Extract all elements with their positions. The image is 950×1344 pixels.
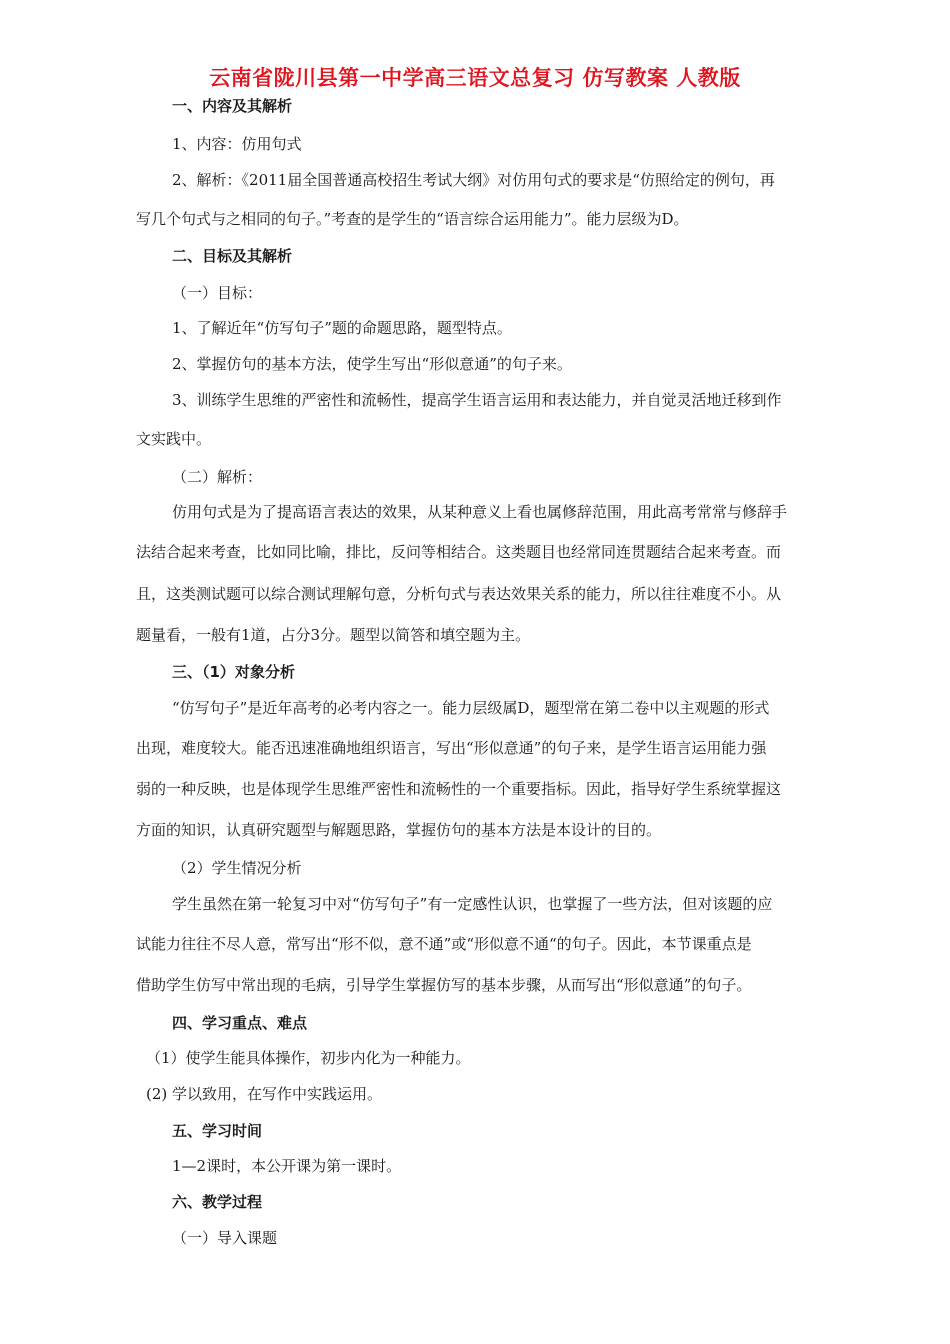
sub-heading: （二）解析： [172, 468, 263, 486]
paragraph-line: 出现，难度较大。能否迅速准确地组织语言，写出“形似意通”的句子来，是学生语言运用能力强 [136, 739, 767, 757]
paragraph-line: “仿写句子”是近年高考的必考内容之一。能力层级属D，题型常在第二卷中以主观题的形式 [172, 699, 770, 717]
paragraph-line: 文实践中。 [136, 430, 212, 448]
sub-heading: （一）导入课题 [172, 1229, 278, 1247]
paragraph-line: 借助学生仿写中常出现的毛病，引导学生掌握仿写的基本步骤，从而写出“形似意通”的句子。 [136, 976, 752, 994]
list-item: （1）使学生能具体操作，初步内化为一种能力。 [146, 1049, 471, 1067]
paragraph-line: 2、解析：《2011届全国普通高校招生考试大纲》对仿用句式的要求是“仿照给定的例句，再 [172, 171, 775, 189]
section-heading-5: 五、学习时间 [172, 1122, 263, 1140]
paragraph-line: 1—2课时，本公开课为第一课时。 [172, 1157, 402, 1175]
paragraph-line: 法结合起来考查，比如同比喻，排比，反问等相结合。这类题目也经常同连贯题结合起来考查。而 [136, 543, 782, 561]
paragraph-line: 2、掌握仿句的基本方法，使学生写出“形似意通”的句子来。 [172, 355, 572, 373]
document-title: 云南省陇川县第一中学高三语文总复习 仿写教案 人教版 [209, 66, 741, 90]
section-heading-1: 一、内容及其解析 [172, 97, 293, 115]
paragraph-line: 仿用句式是为了提高语言表达的效果，从某种意义上看也属修辞范围，用此高考常常与修辞手 [172, 503, 788, 521]
section-heading-3: 三、（1）对象分析 [172, 663, 295, 681]
section-heading-6: 六、教学过程 [172, 1193, 263, 1211]
paragraph-line: 弱的一种反映，也是体现学生思维严密性和流畅性的一个重要指标。因此，指导好学生系统掌握这 [136, 780, 782, 798]
sub-heading: （2）学生情况分析 [172, 859, 302, 877]
paragraph-line: 写几个句式与之相同的句子。”考查的是学生的“语言综合运用能力”。能力层级为D。 [136, 210, 689, 228]
section-heading-2: 二、目标及其解析 [172, 247, 293, 265]
paragraph-line: 1、内容：仿用句式 [172, 135, 302, 153]
paragraph-line: 试能力往往不尽人意，常写出“形不似，意不通”或“形似意不通“的句子。因此，本节课重点是 [136, 935, 752, 953]
paragraph-line: 3、训练学生思维的严密性和流畅性，提高学生语言运用和表达能力，并自觉灵活地迁移到作 [172, 391, 782, 409]
section-heading-4: 四、学习重点、难点 [172, 1014, 308, 1032]
sub-heading: （一）目标： [172, 284, 263, 302]
list-item: (2) 学以致用，在写作中实践运用。 [146, 1085, 383, 1103]
paragraph-line: 1、了解近年“仿写句子”题的命题思路，题型特点。 [172, 319, 512, 337]
paragraph-line: 学生虽然在第一轮复习中对“仿写句子”有一定感性认识，也掌握了一些方法，但对该题的应 [172, 895, 773, 913]
paragraph-line: 题量看，一般有1道，占分3分。题型以简答和填空题为主。 [136, 626, 531, 644]
paragraph-line: 且，这类测试题可以综合测试理解句意，分析句式与表达效果关系的能力，所以往往难度不小。从 [136, 585, 782, 603]
paragraph-line: 方面的知识，认真研究题型与解题思路，掌握仿句的基本方法是本设计的目的。 [136, 821, 662, 839]
